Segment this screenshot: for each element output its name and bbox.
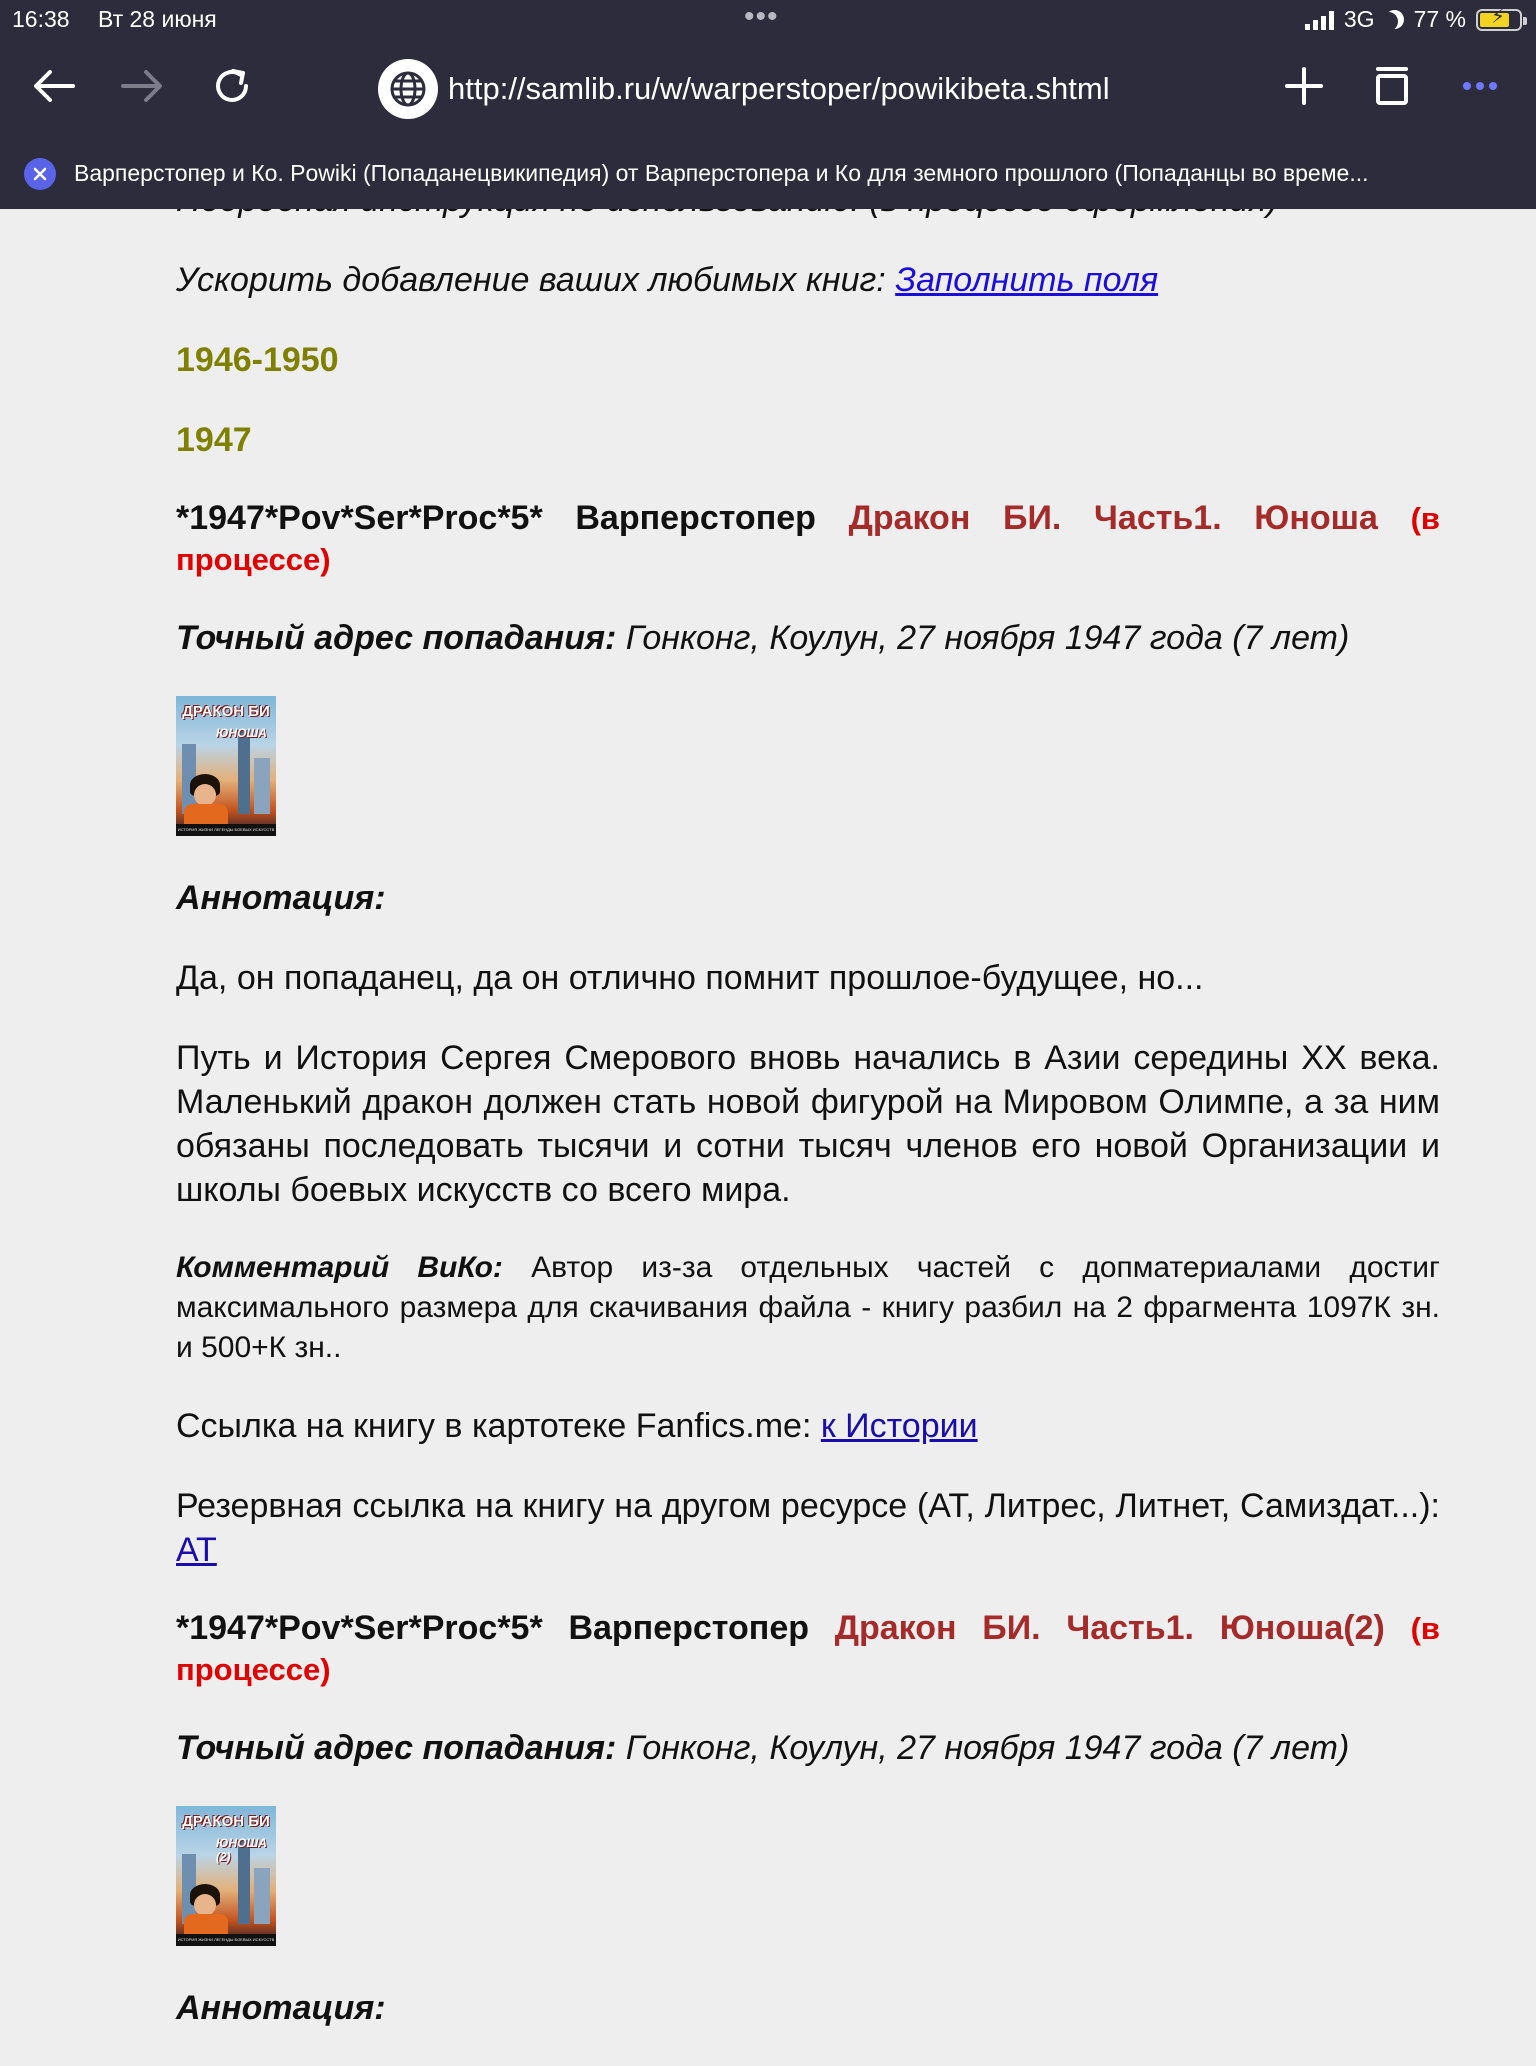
annotation-label: Аннотация: <box>176 1989 386 2027</box>
battery-icon <box>1476 5 1522 31</box>
book-title: Дракон БИ. Часть1. Юноша <box>848 499 1378 537</box>
browser-chrome <box>0 0 1536 209</box>
book-status: (в процессе) <box>176 1611 1440 1687</box>
reserve-link[interactable]: АТ <box>176 1531 217 1569</box>
url-text[interactable]: http://samlib.ru/w/warperstoper/powikibeta.shtml <box>448 71 1110 106</box>
comment-label: Комментарий ВиКо: <box>176 1251 503 1284</box>
address-label: Точный адрес попадания: <box>176 1729 617 1767</box>
book-title: Дракон БИ. Часть1. Юноша(2) <box>834 1609 1385 1647</box>
cover-caption: ИСТОРИЯ ЖИЗНИ ЛЕГЕНДЫ БОЕВЫХ ИСКУССТВ <box>176 824 276 836</box>
annotation-paragraph: Путь и История Сергея Смерового вновь начались в Азии середины XX века. Маленький дракон должен стать новой фигурой на Мировом Олимпе, а за ним обязаны последовать тысячи и сотни тысяч членов его новой Организации и школы боевых искусств со всего мира. <box>176 1039 1440 1209</box>
multitasking-dots[interactable]: ••• <box>744 0 779 33</box>
book-author: Варперстопер <box>568 1609 809 1647</box>
cover-title: ДРАКОН БИ <box>182 1813 270 1830</box>
status-indicators <box>1305 6 1522 33</box>
speedup-paragraph <box>176 258 1440 302</box>
fanfics-text: Ссылка на книгу в картотеке Fanfics.me: <box>176 1407 821 1445</box>
landing-address <box>176 1726 1440 1770</box>
address-bar[interactable] <box>378 58 1178 120</box>
editor-comment <box>176 1248 1440 1368</box>
cover-subtitle: ЮНОША <box>216 726 267 740</box>
plus-icon <box>1284 66 1324 106</box>
more-icon <box>1462 81 1498 91</box>
globe-icon <box>378 59 438 119</box>
status-bar <box>0 0 1536 40</box>
cover-subtitle: ЮНОША (2) <box>216 1836 267 1864</box>
cover-caption: ИСТОРИЯ ЖИЗНИ ЛЕГЕНДЫ БОЕВЫХ ИСКУССТВ <box>176 1934 276 1946</box>
reserve-paragraph <box>176 1484 1440 1572</box>
status-date: Вт 28 июня <box>98 6 217 32</box>
book-entry-heading <box>176 498 1440 580</box>
period-heading: 1946-1950 <box>176 341 339 379</box>
book-author: Варперстопер <box>575 499 816 537</box>
book-cover-image[interactable] <box>176 1806 276 1946</box>
comment-text: Автор из-за отдельных частей с допматериалами достиг максимального размера для скачивания файла - книгу разбил на 2 фрагмента 1097К зн. и 500+К зн.. <box>176 1251 1440 1364</box>
tabs-icon <box>1375 67 1409 105</box>
cover-title: ДРАКОН БИ <box>182 703 270 720</box>
page-viewport[interactable] <box>0 209 1536 2048</box>
tabs-button[interactable] <box>1356 54 1428 118</box>
charging-bolt-icon: ⚡ <box>1491 5 1506 28</box>
fanfics-link[interactable]: к Истории <box>820 1407 978 1445</box>
tab-title[interactable]: Варперстопер и Ко. Powiki (Попаданецвикипедия) от Варперстопера и Ко для земного прошлого (Попаданцы во време... <box>74 160 1369 186</box>
menu-button[interactable] <box>1444 54 1516 118</box>
close-icon <box>33 167 47 181</box>
landing-address <box>176 616 1440 660</box>
annotation-paragraph: Да, он попаданец, да он отлично помнит прошлое-будущее, но... <box>176 959 1204 997</box>
book-code: *1947*Pov*Ser*Proc*5* <box>176 499 543 537</box>
speedup-text: Ускорить добавление ваших любимых книг: <box>176 261 896 299</box>
book-status: (в процессе) <box>176 501 1440 577</box>
arrow-left-icon <box>33 69 75 103</box>
address-label: Точный адрес попадания: <box>176 619 617 657</box>
page-content <box>176 178 1440 2066</box>
year-heading: 1947 <box>176 421 252 459</box>
status-time: 16:38 <box>12 6 70 32</box>
tab-bar <box>0 144 1536 209</box>
fill-fields-link[interactable]: Заполнить поля <box>895 261 1159 299</box>
address-value: Гонконг, Коулун, 27 ноября 1947 года (7 лет) <box>625 1729 1350 1767</box>
battery-percent: 77 % <box>1413 6 1466 32</box>
network-type: 3G <box>1343 6 1375 32</box>
book-code: *1947*Pov*Ser*Proc*5* <box>176 1609 543 1647</box>
reload-button[interactable] <box>196 54 268 118</box>
reload-icon <box>213 67 251 105</box>
forward-button[interactable] <box>106 54 178 118</box>
close-tab-button[interactable] <box>24 158 56 190</box>
address-value: Гонконг, Коулун, 27 ноября 1947 года (7 лет) <box>625 619 1350 657</box>
fanfics-paragraph <box>176 1404 1440 1448</box>
arrow-right-icon <box>121 69 163 103</box>
signal-icon <box>1305 10 1334 30</box>
book-cover-image[interactable] <box>176 696 276 836</box>
moon-icon <box>1385 10 1404 29</box>
new-tab-button[interactable] <box>1268 54 1340 118</box>
reserve-text: Резервная ссылка на книгу на другом ресурсе (АТ, Литрес, Литнет, Самиздат...): <box>176 1487 1440 1525</box>
annotation-label: Аннотация: <box>176 879 386 917</box>
browser-toolbar <box>0 48 1536 128</box>
book-entry-heading <box>176 1608 1440 1690</box>
back-button[interactable] <box>18 54 90 118</box>
